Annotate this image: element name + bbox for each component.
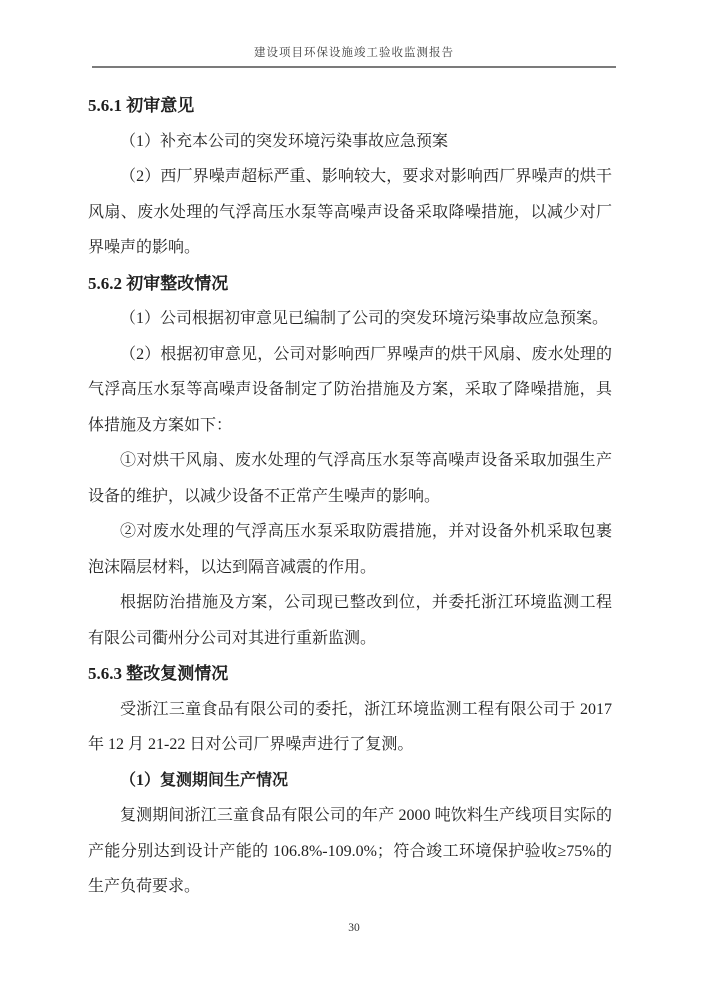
paragraph: ①对烘干风扇、废水处理的气浮高压水泵等高噪声设备采取加强生产设备的维护，以减少设备不正常产生噪声的影响。 — [88, 452, 612, 505]
paragraph: （1）补充本公司的突发环境污染事故应急预案 — [120, 132, 449, 150]
page-number: 30 — [348, 922, 360, 934]
paragraph: （1）公司根据初审意见已编制了公司的突发环境污染事故应急预案。 — [120, 310, 609, 327]
header-rule — [92, 66, 616, 68]
document-body — [88, 88, 612, 905]
section-heading: 5.6.2 初审整改情况 — [88, 273, 229, 293]
section-heading: 5.6.3 整改复测情况 — [88, 664, 229, 683]
running-header-title: 建设项目环保设施竣工验收监测报告 — [254, 47, 454, 59]
paragraph: 根据防治措施及方案，公司现已整改到位，并委托浙江环境监测工程有限公司衢州分公司对其进行重新监测。 — [88, 594, 612, 647]
section-heading: 5.6.1 初审意见 — [88, 96, 195, 115]
sub-heading: （1）复测期间生产情况 — [120, 771, 289, 789]
paragraph: 复测期间浙江三童食品有限公司的年产 2000 吨饮料生产线项目实际的产能分别达到设计产能的 106.8%-109.0%；符合竣工环境保护验收≥75%的生产负荷要求。 — [88, 807, 612, 895]
paragraph: 受浙江三童食品有限公司的委托，浙江环境监测工程有限公司于 2017 年 12 月 21-22 日对公司厂界噪声进行了复测。 — [88, 700, 612, 753]
paragraph: （2）西厂界噪声超标严重、影响较大，要求对影响西厂界噪声的烘干风扇、废水处理的气浮高压水泵等高噪声设备采取降噪措施，以减少对厂界噪声的影响。 — [88, 168, 612, 256]
paragraph: ②对废水处理的气浮高压水泵采取防震措施，并对设备外机采取包裹泡沫隔层材料，以达到隔音减震的作用。 — [88, 523, 612, 576]
paragraph: （2）根据初审意见，公司对影响西厂界噪声的烘干风扇、废水处理的气浮高压水泵等高噪声设备制定了防治措施及方案，采取了降噪措施，具体措施及方案如下： — [88, 345, 612, 434]
